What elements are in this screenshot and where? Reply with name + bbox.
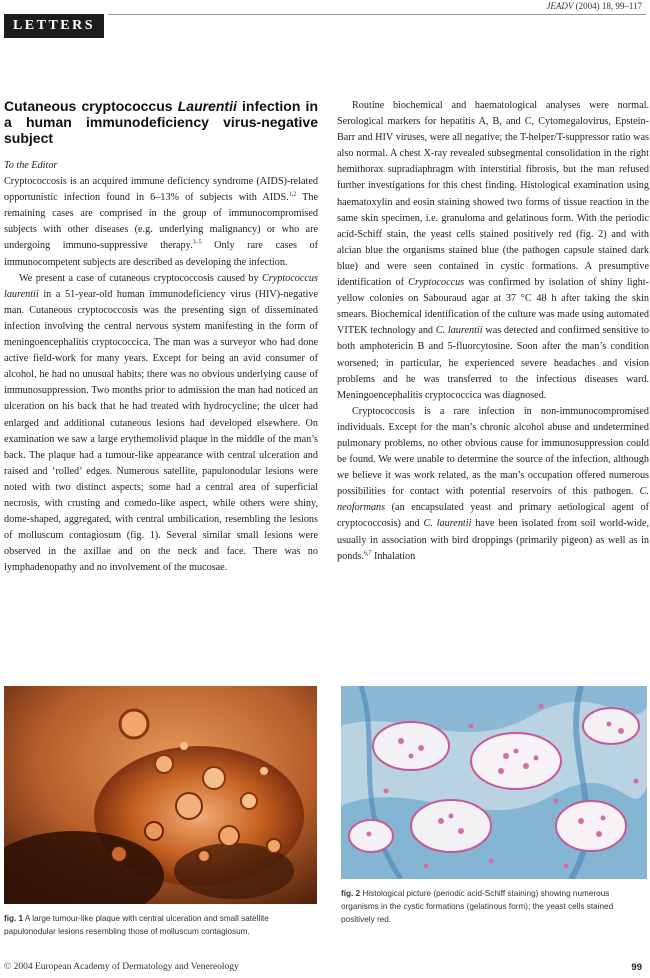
fig1-label: fig. 1 <box>4 914 24 923</box>
figure-1-photo <box>4 686 317 904</box>
p2-text-a: We present a case of cutaneous cryptococcosis caused by <box>19 272 262 284</box>
citation-detail: (2004) 18, 99–117 <box>573 1 642 11</box>
p3-species: C. laurentii <box>435 325 483 337</box>
salutation: To the Editor <box>4 160 58 171</box>
fig2-text: Histological picture (periodic acid-Schiff staining) showing numerous organisms in the cystic formations (gelatinous form); the yeast cells stained positively red. <box>341 889 614 924</box>
left-column <box>4 98 318 576</box>
header-rule <box>108 14 646 15</box>
paragraph-4 <box>337 404 649 565</box>
ref-1-2: 1,2 <box>288 191 297 198</box>
article-title <box>4 98 318 146</box>
footer-copyright: © 2004 European Academy of Dermatology and Venereology <box>4 962 239 972</box>
paragraph-2 <box>4 271 318 577</box>
right-column <box>337 98 649 565</box>
p4-species-1: C. neoformans <box>337 486 649 514</box>
p2-species: Cryptococcus laurentii <box>4 272 318 300</box>
p3-genus: Cryptococcus <box>408 277 465 289</box>
p3-text-a: Routine biochemical and haematological analyses were normal. Serological markers for hepatitis A, B, and C, Cytomegalovirus, Epstein-Barr and HIV viruses, were all negative; the T-helper/T-suppressor ratio was also normal. A chest X-ray revealed subsegmental consolidation in the right hemithorax supradiaphragm with interstitial fibrosis, but the man refused further investigations for this chest finding. Histological examination using haematoxylin and eosin staining showed two forms of tissue reaction in the same skin specimen, i.e. granuloma and gelatinous form. With the periodic acid-Schiff stain, the yeast cells stained positively red (fig. 2) and with alcian blue the organisms stained blue (the pathogen capsule stained dark blue) and were seen contained in cystic formations. A presumptive identification of <box>337 100 649 289</box>
p4-text-a: Cryptococcosis is a rare infection in non-immunocompromised individuals. Except for the man’s chronic alcohol abuse and undetermined pulmonary problems, no other obvious cause for immunosuppression could be found. We were unable to determine the source of the infection, although we believe it was work related, as the man’s occupation offered numerous possibilities for contact with potential reservoirs of this pathogen. <box>337 405 649 498</box>
p3-text-c: was detected and confirmed sensitive to both amphotericin B and 5-fluorcytosine. Soon after the man’s condition worsened; in particular, he experienced severe headaches and vision problems and he was transferred to the infectious diseases ward. Meningoencephalitis cryptococcica was diagnosed. <box>337 325 650 401</box>
p1-text-c: Only rare cases of immunocompetent subjects are described as developing the infection. <box>4 240 318 268</box>
p4-text-c: have been isolated from soil world-wide, usually in association with bird droppings (primarily pigeon) as well as in ponds. <box>337 518 650 562</box>
section-label: LETTERS <box>4 14 104 38</box>
figure-1-caption <box>4 912 317 938</box>
journal-citation <box>546 1 642 11</box>
figure-2-caption <box>341 887 647 926</box>
p4-text-b: (an encapsulated yeast and primary aetiological agent of cryptococcosis) and <box>337 502 649 530</box>
skin-lesion-image <box>4 686 317 904</box>
figure-2-photo <box>341 686 647 879</box>
fig2-label: fig. 2 <box>341 889 361 898</box>
histology-image <box>341 686 647 879</box>
page-number: 99 <box>631 962 642 973</box>
ref-3-5: 3–5 <box>192 240 202 247</box>
title-text-2: infection in a human immunodeficiency virus-negative subject <box>4 98 318 146</box>
fig1-text: A large tumour-like plaque with central ulceration and small satellite papulonodular lesions resembling those of molluscum contagiosum. <box>4 914 269 936</box>
p4-text-d: Inhalation <box>371 550 416 562</box>
title-text-1: Cutaneous cryptococcus <box>4 98 178 114</box>
p1-text-a: Cryptococcosis is an acquired immune deficiency syndrome (AIDS)-related opportunistic infection found in 6–13% of subjects with AIDS. <box>4 176 318 204</box>
paragraph-1 <box>4 174 318 271</box>
p3-text-b: was confirmed by isolation of shiny light-yellow colonies on Sabouraud agar at 37 °C 48 h after taking the skin smears. Biochemical identification of the culture was made using automated VITEK technology and <box>337 277 649 337</box>
p4-species-2: C. laurentii <box>423 518 472 530</box>
paragraph-3 <box>337 98 649 404</box>
p2-text-b: in a 51-year-old human immunodeficiency virus (HIV)-negative man. Cutaneous cryptococcosis was the presenting sign of disseminated infection involving the central nervous system manifesting in the form of meningoencephalitis cryptococcica. The man was a surveyor who had done active field-work for many years. Except for being an avid consumer of alcohol, he had no unusual habits; there was no obvious underlying cause of immunosuppression. Two months prior to admission the man had noticed an ulceration on his back that he had treated with hydrocycline; the ulcer had enlarged and additional cutaneous lesions had developed elsewhere. On examination we saw a large erythemolivid plaque in the middle of the man’s back. The plaque had a tumour-like appearance with central ulceration and raised and ‘rolled’ edges. Numerous satellite, papulonodular lesions were noted with two distinct aspects; some had a central area of superficial necrosis, with crusting and comedo-like aspect, while others were shiny, dome-shaped, aggregated, with central umbilication, resembling the lesions of molluscum contagiosum (fig. 1). Several similar small lesions were observed in the axillae and on the neck and face. There was no lymphadenopathy and no involvement of the mucosae. <box>4 288 318 574</box>
ref-6-7: 6,7 <box>363 550 372 557</box>
p1-text-b: The remaining cases are comprised in the group of immunocompromised subjects with other diseases (e.g. underlying malignancy) or who are undergoing immuno-suppressive therapy. <box>4 192 318 252</box>
journal-name: JEADV <box>546 1 574 11</box>
title-italic: Laurentii <box>177 98 237 114</box>
